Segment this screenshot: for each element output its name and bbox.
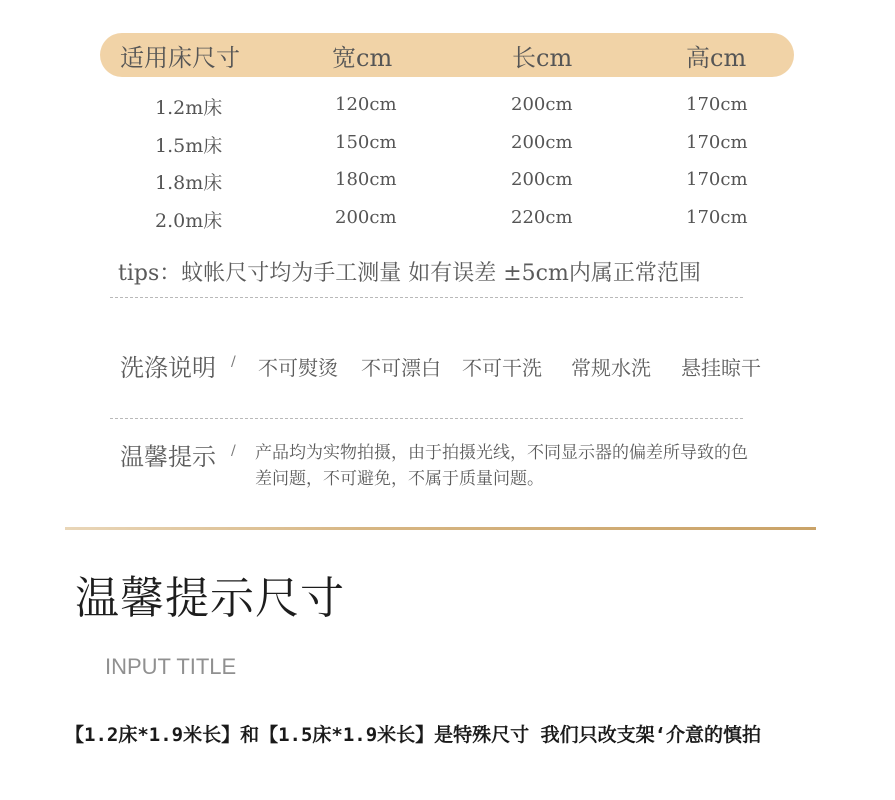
cell-height: 170cm: [686, 94, 748, 115]
notice-title: 温馨提示: [120, 443, 216, 471]
header-height: 高cm: [686, 43, 747, 72]
cell-width: 150cm: [335, 131, 397, 153]
cell-length: 200cm: [511, 169, 573, 190]
header-length: 长cm: [512, 43, 573, 72]
table-row: [100, 160, 794, 198]
cell-bed-size: 1.2m床: [155, 97, 223, 119]
notice-text: 产品均为实物拍摄，由于拍摄光线，不同显示器的偏差所导致的色差问题，不可避免，不属于质量问题。: [255, 443, 748, 489]
table-row: [100, 198, 794, 236]
notice-slash: /: [231, 443, 236, 459]
size-table-header: [100, 33, 794, 77]
cell-height: 170cm: [686, 206, 748, 228]
cell-height: 170cm: [686, 169, 748, 190]
cell-height: 170cm: [686, 131, 748, 153]
cell-bed-size: 1.5m床: [155, 134, 223, 157]
cell-bed-size: 1.8m床: [155, 172, 223, 194]
table-row: [100, 85, 794, 123]
washing-item: 不可干洗: [462, 356, 542, 380]
dashed-divider: [110, 297, 743, 298]
measurement-tips: tips：蚊帐尺寸均为手工测量 如有误差 ±5cm内属正常范围: [118, 261, 701, 286]
dashed-divider: [110, 418, 743, 419]
washing-slash: /: [231, 354, 236, 370]
gold-divider: [65, 527, 816, 530]
cell-width: 120cm: [335, 94, 397, 115]
cell-length: 200cm: [511, 94, 573, 115]
input-title: INPUT TITLE: [105, 654, 237, 679]
cell-length: 220cm: [511, 206, 573, 228]
washing-item: 不可熨烫: [258, 356, 338, 380]
cell-bed-size: 2.0m床: [155, 209, 223, 232]
special-size-note: 【1.2床*1.9米长】和【1.5床*1.9米长】是特殊尺寸 我们只改支架‘介意的慎拍: [65, 724, 762, 746]
cell-width: 180cm: [335, 169, 397, 190]
section-title: 温馨提示尺寸: [75, 573, 345, 624]
header-bed-size: 适用床尺寸: [120, 43, 240, 72]
cell-length: 200cm: [511, 131, 573, 153]
washing-item: 不可漂白: [361, 356, 441, 380]
cell-width: 200cm: [335, 206, 397, 228]
header-width: 宽cm: [332, 43, 393, 72]
washing-item: 常规水洗: [571, 356, 651, 380]
table-row: [100, 123, 794, 161]
size-table: [100, 33, 794, 232]
washing-item: 悬挂晾干: [681, 356, 761, 380]
washing-title: 洗涤说明: [120, 354, 216, 382]
